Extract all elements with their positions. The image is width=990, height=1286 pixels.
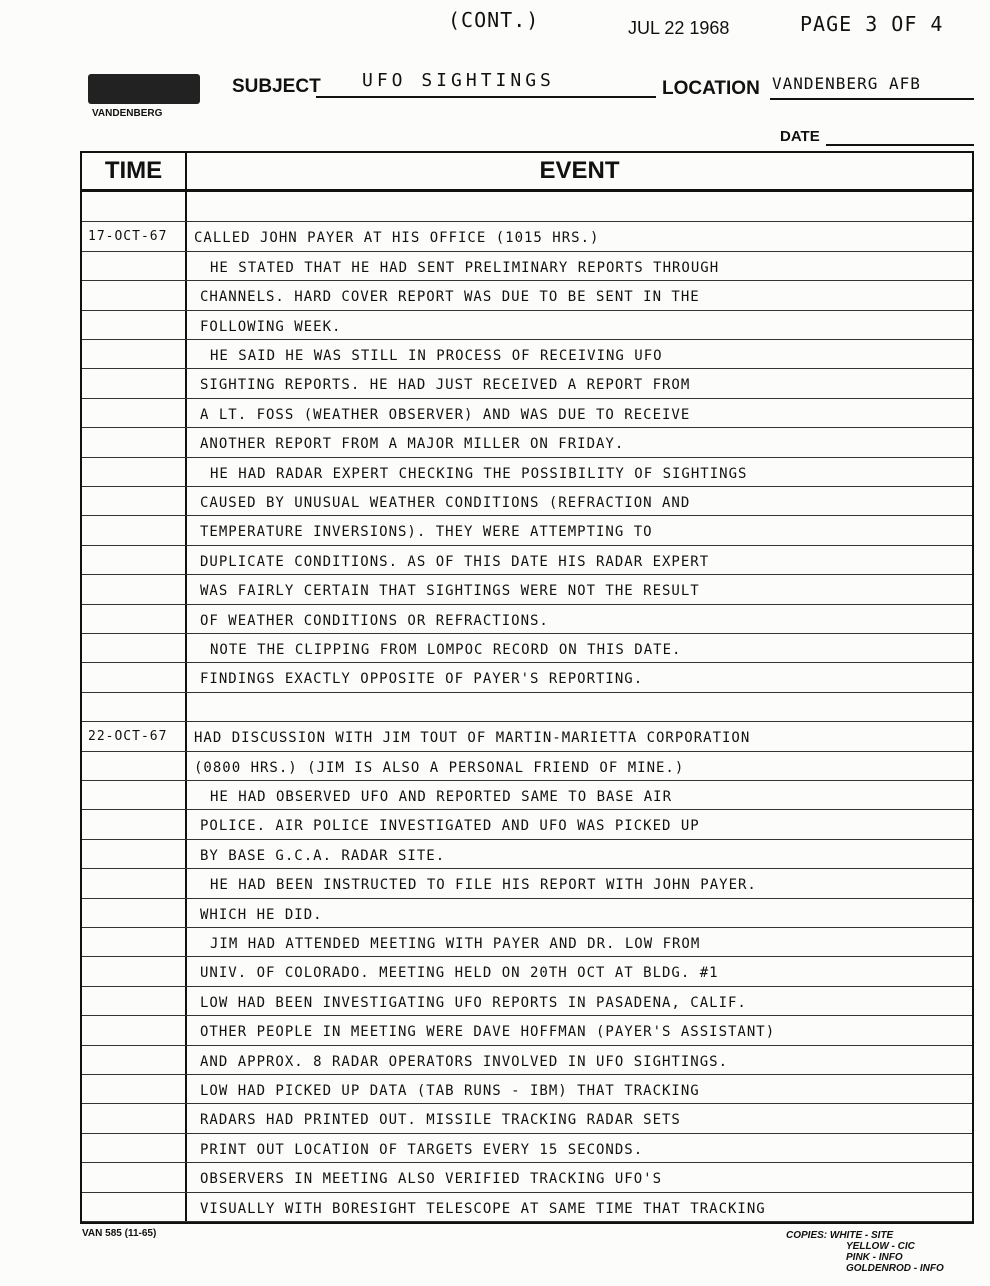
column-divider [185,189,187,1224]
location-line [770,98,974,100]
row-rule [82,692,972,693]
row-rule [82,515,972,516]
row-rule [82,751,972,752]
event-cell: TEMPERATURE INVERSIONS). THEY WERE ATTEMPTING TO [200,524,653,541]
time-cell: 17-OCT-67 [88,229,168,245]
row-rule [82,574,972,575]
row-rule [82,956,972,957]
event-cell: RADARS HAD PRINTED OUT. MISSILE TRACKING RADAR SETS [200,1112,681,1129]
row-rule [82,398,972,399]
event-cell: HE HAD OBSERVED UFO AND REPORTED SAME TO BASE AIR [210,789,673,805]
event-cell: HE HAD RADAR EXPERT CHECKING THE POSSIBILITY OF SIGHTINGS [210,465,748,482]
row-rule [82,927,972,928]
event-cell: AND APPROX. 8 RADAR OPERATORS INVOLVED IN UFO SIGHTINGS. [200,1053,729,1070]
copies-distribution [786,1230,944,1274]
row-rule [82,633,972,634]
event-cell: POLICE. AIR POLICE INVESTIGATED AND UFO WAS PICKED UP [200,818,700,835]
event-cell: A LT. FOSS (WEATHER OBSERVER) AND WAS DUE TO RECEIVE [200,406,691,423]
row-rule [82,1015,972,1016]
copies-line: PINK - INFO [846,1252,903,1263]
event-cell: CHANNELS. HARD COVER REPORT WAS DUE TO BE SENT IN THE [200,289,700,306]
row-rule [82,604,972,605]
location-label: LOCATION [662,78,760,99]
event-cell: NOTE THE CLIPPING FROM LOMPOC RECORD ON THIS DATE. [210,642,682,658]
event-log-table [80,151,974,1224]
copies-line: GOLDENROD - INFO [846,1263,944,1274]
row-rule [82,457,972,458]
copies-line: YELLOW - CIC [846,1241,915,1252]
header-rule [82,189,972,192]
time-cell: 22-OCT-67 [88,729,168,745]
row-rule [82,780,972,781]
page-number: PAGE 3 OF 4 [800,12,944,36]
event-cell: (0800 HRS.) (JIM IS ALSO A PERSONAL FRIEND OF MINE.) [194,759,685,776]
event-cell: HE HAD BEEN INSTRUCTED TO FILE HIS REPORT WITH JOHN PAYER. [210,877,757,894]
event-cell: LOW HAD PICKED UP DATA (TAB RUNS - IBM) THAT TRACKING [200,1083,700,1099]
location-value: VANDENBERG AFB [772,74,921,93]
row-rule [82,251,972,252]
event-cell: PRINT OUT LOCATION OF TARGETS EVERY 15 SECONDS. [200,1141,644,1158]
subject-label: SUBJECT [232,76,321,97]
row-rule [82,368,972,369]
subject-value: UFO SIGHTINGS [362,70,555,91]
row-rule [82,662,972,663]
event-cell: OF WEATHER CONDITIONS OR REFRACTIONS. [200,612,549,629]
event-cell: HAD DISCUSSION WITH JIM TOUT OF MARTIN-MARIETTA CORPORATION [194,730,751,747]
row-rule [82,1103,972,1104]
date-line [826,144,974,146]
event-cell: HE SAID HE WAS STILL IN PROCESS OF RECEIVING UFO [210,348,663,364]
row-rule [82,1133,972,1134]
vandenberg-logo-icon [88,74,200,104]
row-rule [82,280,972,281]
row-rule [82,1074,972,1075]
event-cell: SIGHTING REPORTS. HE HAD JUST RECEIVED A REPORT FROM [200,377,691,394]
event-cell: HE STATED THAT HE HAD SENT PRELIMINARY REPORTS THROUGH [210,259,720,276]
event-cell: DUPLICATE CONDITIONS. AS OF THIS DATE HIS RADAR EXPERT [200,553,710,570]
row-rule [82,486,972,487]
event-cell: BY BASE G.C.A. RADAR SITE. [200,847,446,864]
event-cell: LOW HAD BEEN INVESTIGATING UFO REPORTS IN PASADENA, CALIF. [200,994,747,1011]
event-cell: JIM HAD ATTENDED MEETING WITH PAYER AND DR. LOW FROM [210,936,701,952]
date-stamp: JUL 22 1968 [628,18,730,38]
event-cell: VISUALLY WITH BORESIGHT TELESCOPE AT SAME TIME THAT TRACKING [200,1200,766,1217]
row-rule [82,545,972,546]
row-rule [82,1221,972,1222]
row-rule [82,1045,972,1046]
continued-mark: (CONT.) [448,8,540,32]
row-rule [82,868,972,869]
row-rule [82,1192,972,1193]
row-rule [82,721,972,722]
event-cell: WAS FAIRLY CERTAIN THAT SIGHTINGS WERE NOT THE RESULT [200,583,700,600]
event-cell: WHICH HE DID. [200,906,323,923]
event-cell: FINDINGS EXACTLY OPPOSITE OF PAYER'S REPORTING. [200,671,644,688]
event-cell: OTHER PEOPLE IN MEETING WERE DAVE HOFFMAN (PAYER'S ASSISTANT) [200,1024,776,1041]
form-number: VAN 585 (11-65) [82,1228,157,1239]
event-cell: UNIV. OF COLORADO. MEETING HELD ON 20TH OCT AT BLDG. #1 [200,965,719,982]
event-column-header: EVENT [539,157,620,184]
row-rule [82,986,972,987]
row-rule [82,839,972,840]
event-cell: FOLLOWING WEEK. [200,318,342,335]
subject-line [316,96,656,98]
row-rule [82,310,972,311]
row-rule [82,427,972,428]
event-cell: CALLED JOHN PAYER AT HIS OFFICE (1015 HRS.) [194,230,600,247]
event-cell: OBSERVERS IN MEETING ALSO VERIFIED TRACKING UFO'S [200,1171,663,1188]
row-rule [82,898,972,899]
logo-caption: VANDENBERG [92,108,163,119]
row-rule [82,221,972,222]
row-rule [82,339,972,340]
event-cell: ANOTHER REPORT FROM A MAJOR MILLER ON FRIDAY. [200,436,625,453]
row-rule [82,1162,972,1163]
event-cell: CAUSED BY UNUSUAL WEATHER CONDITIONS (REFRACTION AND [200,495,691,511]
time-column-header: TIME [82,153,187,189]
row-rule [82,809,972,810]
copies-line: COPIES: WHITE - SITE [786,1230,894,1241]
date-label: DATE [780,128,820,145]
